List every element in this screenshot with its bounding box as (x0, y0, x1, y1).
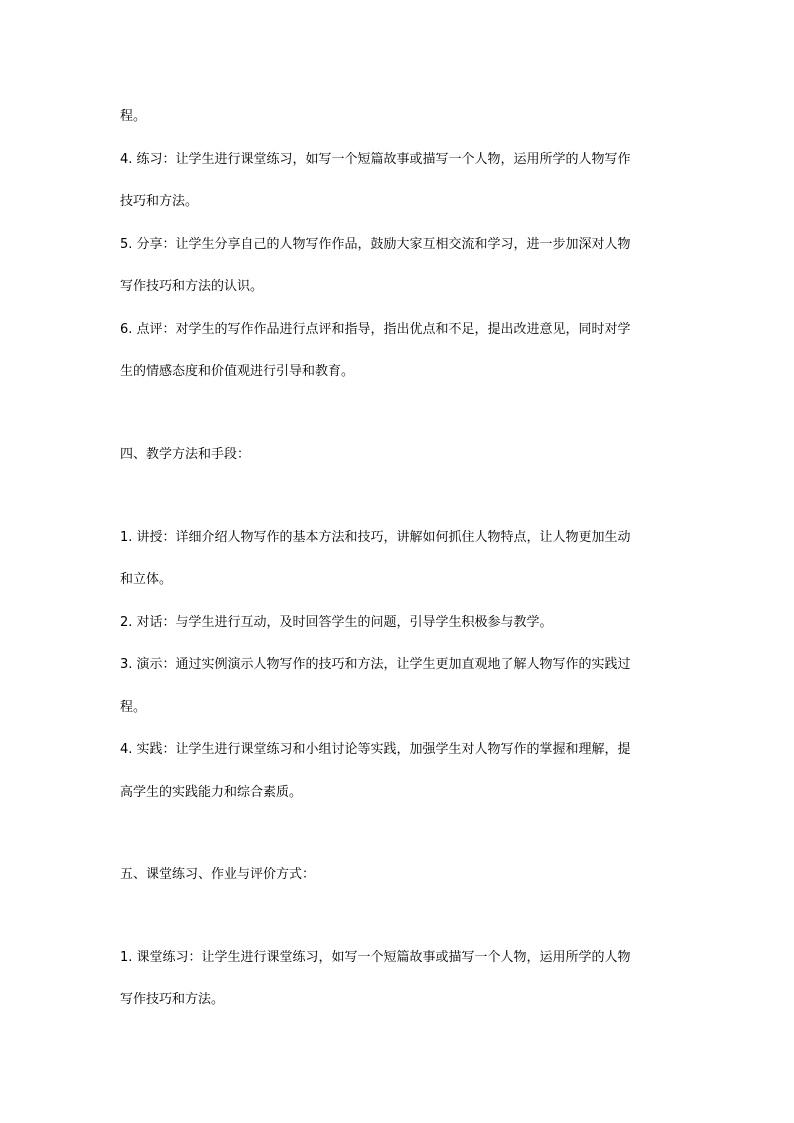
paragraph-line: 程。 (120, 700, 147, 715)
paragraph-line: 生的情感态度和价值观进行引导和教育。 (120, 364, 355, 379)
paragraph-line: 技巧和方法。 (120, 194, 199, 209)
section-heading: 五、课堂练习、作业与评价方式： (120, 867, 316, 882)
paragraph-line: 和立体。 (120, 572, 173, 587)
paragraph-line: 4. 实践：让学生进行课堂练习和小组讨论等实践，加强学生对人物写作的掌握和理解，提 (120, 742, 631, 757)
paragraph-line: 1. 讲授：详细介绍人物写作的基本方法和技巧，讲解如何抓住人物特点，让人物更加生动 (120, 530, 631, 545)
paragraph-line: 3. 演示：通过实例演示人物写作的技巧和方法，让学生更加直观地了解人物写作的实践过 (120, 657, 631, 672)
paragraph-line: 高学生的实践能力和综合素质。 (120, 785, 303, 800)
section-heading: 四、教学方法和手段： (120, 447, 251, 462)
paragraph-line: 1. 课堂练习：让学生进行课堂练习，如写一个短篇故事或描写一个人物，运用所学的人物 (120, 950, 631, 965)
paragraph-line: 6. 点评：对学生的写作作品进行点评和指导，指出优点和不足，提出改进意见，同时对学 (120, 322, 631, 337)
paragraph-line: 写作技巧和方法。 (120, 992, 225, 1007)
paragraph-line: 4. 练习：让学生进行课堂练习，如写一个短篇故事或描写一个人物，运用所学的人物写作 (120, 152, 631, 167)
paragraph-line: 程。 (120, 109, 147, 124)
paragraph-line: 5. 分享：让学生分享自己的人物写作作品，鼓励大家互相交流和学习，进一步加深对人物 (120, 237, 631, 252)
paragraph-line: 写作技巧和方法的认识。 (120, 279, 264, 294)
paragraph-line: 2. 对话：与学生进行互动，及时回答学生的问题，引导学生积极参与教学。 (120, 615, 553, 630)
